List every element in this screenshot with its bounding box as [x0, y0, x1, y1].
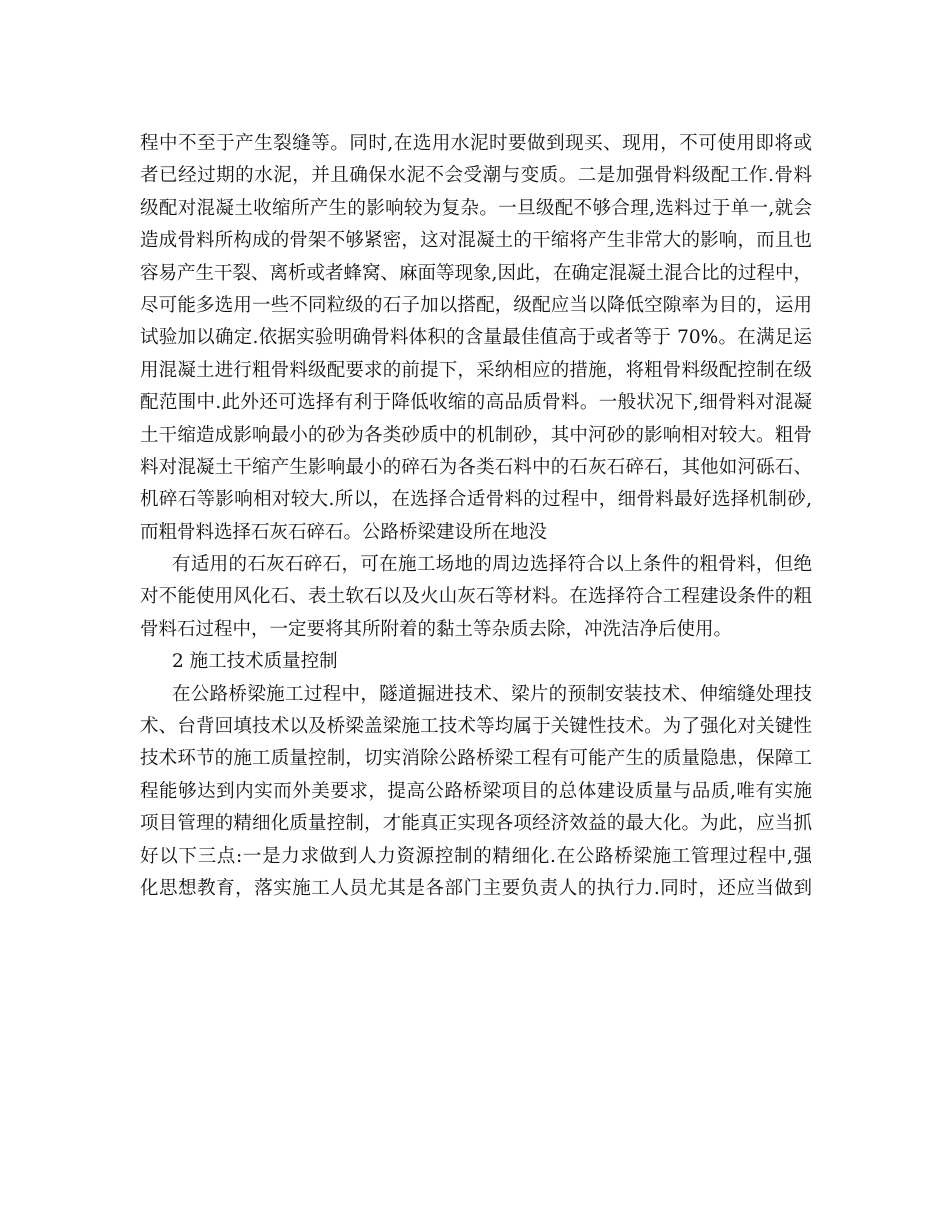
text-line: 土干缩造成影响最小的砂为各类砂质中的机制砂，其中河砂的影响相对较大。粗骨 [140, 424, 812, 446]
text-line: 料对混凝土干缩产生影响最小的碎石为各类石料中的石灰石碎石，其他如河砾石、 [140, 456, 812, 478]
text-line: 化思想教育，落实施工人员尤其是各部门主要负责人的执行力.同时，还应当做到 [140, 877, 812, 899]
text-line: 骨料石过程中，一定要将其所附着的黏土等杂质去除，冲洗洁净后使用。 [140, 618, 733, 640]
text-line: 好以下三点:一是力求做到人力资源控制的精细化.在公路桥梁施工管理过程中,强 [140, 845, 812, 867]
text-line: 配范围中.此外还可选择有利于降低收缩的高品质骨料。一般状况下,细骨料对混凝 [140, 392, 812, 414]
text-line: 造成骨料所构成的骨架不够紧密，这对混凝土的干缩将产生非常大的影响，而且也 [140, 230, 812, 252]
text-line: 项目管理的精细化质量控制，才能真正实现各项经济效益的最大化。为此，应当抓 [140, 813, 812, 835]
text-line: 尽可能多选用一些不同粒级的石子加以搭配，级配应当以降低空隙率为目的，运用 [140, 294, 812, 316]
document-body [140, 128, 812, 905]
text-line: 术、台背回填技术以及桥梁盖梁施工技术等均属于关键性技术。为了强化对关键性 [140, 716, 812, 738]
text-line: 级配对混凝土收缩所产生的影响较为复杂。一旦级配不够合理,选料过于单一,就会 [140, 197, 812, 219]
text-line: 程能够达到内实而外美要求，提高公路桥梁项目的总体建设质量与品质,唯有实施 [140, 780, 812, 802]
text-line: 容易产生干裂、离析或者蜂窝、麻面等现象,因此，在确定混凝土混合比的过程中， [140, 262, 812, 284]
text-line: 有适用的石灰石碎石，可在施工场地的周边选择符合以上条件的粗骨料，但绝 [172, 554, 812, 576]
section-heading: 2 施工技术质量控制 [172, 651, 338, 673]
text-line: 程中不至于产生裂缝等。同时,在选用水泥时要做到现买、现用，不可使用即将或 [140, 133, 812, 154]
text-line: 机碎石等影响相对较大.所以，在选择合适骨料的过程中，细骨料最好选择机制砂, [140, 489, 812, 511]
text-line: 用混凝土进行粗骨料级配要求的前提下，采纳相应的措施，将粗骨料级配控制在级 [140, 359, 812, 381]
text-line: 而粗骨料选择石灰石碎石。公路桥梁建设所在地没 [140, 521, 548, 543]
text-line: 在公路桥梁施工过程中，隧道掘进技术、梁片的预制安装技术、伸缩缝处理技 [172, 683, 812, 705]
text-line: 试验加以确定.依据实验明确骨料体积的含量最佳值高于或者等于 70%。在满足运 [140, 327, 812, 349]
text-line: 对不能使用风化石、表土软石以及火山灰石等材料。在选择符合工程建设条件的粗 [140, 586, 812, 608]
text-line: 技术环节的施工质量控制，切实消除公路桥梁工程有可能产生的质量隐患，保障工 [140, 748, 812, 770]
text-line: 者已经过期的水泥，并且确保水泥不会受潮与变质。二是加强骨料级配工作.骨料 [140, 165, 812, 187]
